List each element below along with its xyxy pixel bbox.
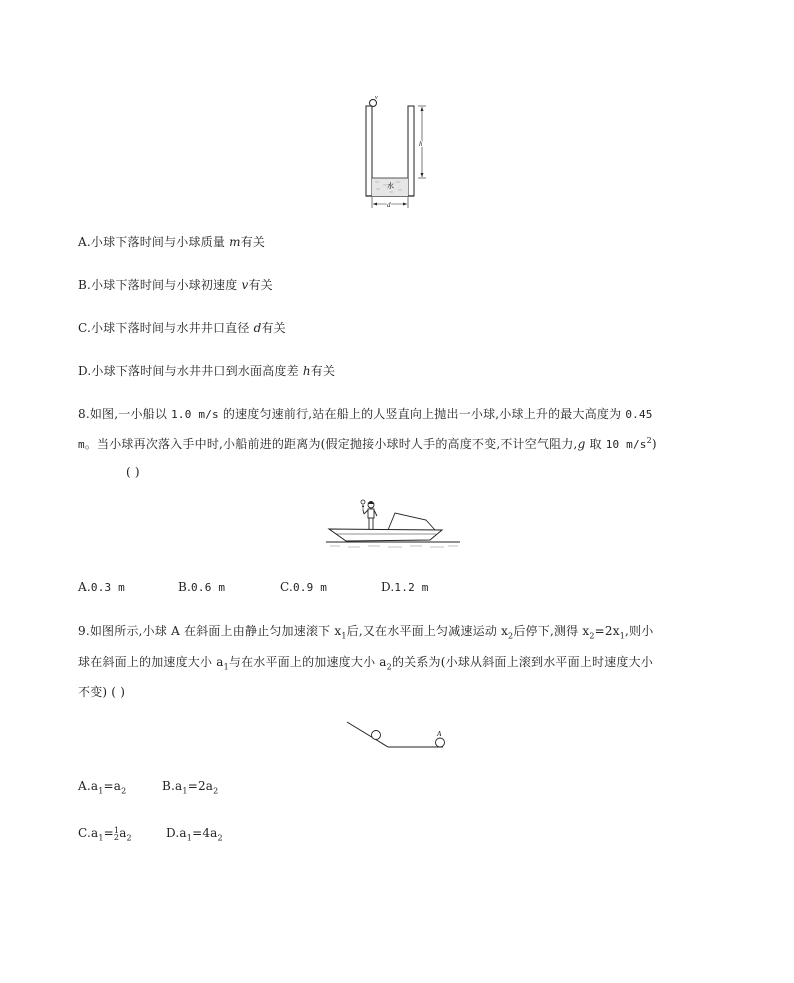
stem-text: 球在斜面上的加速度大小 a [78, 655, 224, 669]
option-variable: h [302, 364, 311, 378]
water-label: 水 [387, 182, 394, 190]
stem-text: 后,又在水平面上匀减速运动 x [346, 624, 509, 638]
q7-option-a [78, 233, 265, 250]
q9-stem-line-2 [78, 653, 653, 671]
q9-option-a [78, 779, 126, 795]
subscript: 2 [121, 786, 127, 796]
subscript: 2 [508, 631, 514, 641]
stem-text: 。当小球再次落入手中时,小船前进的距离为(假定抛接小球时人手的高度不变,不计空气阻力, [84, 437, 578, 451]
stem-text: =2x [594, 624, 620, 638]
person-figure [363, 502, 377, 531]
fraction-numerator: 1 [113, 825, 120, 835]
option-key: A. [78, 580, 91, 594]
option-key: B. [78, 278, 92, 292]
ball-on-incline [372, 731, 381, 740]
g-variable: g [577, 437, 586, 451]
subscript: 1 [98, 833, 104, 843]
boat-hull [329, 529, 442, 541]
stem-text: ,则小 [625, 624, 654, 638]
stem-text: 的关系为(小球从斜面上滚到水平面上时速度大小 [391, 655, 654, 669]
option-text: 小球下落时间与水井井口直径 [90, 321, 254, 335]
option-key: C. [78, 826, 91, 840]
well-figure [360, 94, 436, 212]
option-key: B. [162, 779, 176, 793]
q8-stem-line-2 [78, 435, 657, 452]
subscript: 1 [186, 833, 193, 843]
subscript: 1 [341, 631, 347, 641]
option-text: a [175, 779, 183, 793]
ball-on-flat [436, 738, 445, 747]
stem-text: 9.如图所示,小球 A 在斜面上由静止匀加速滚下 x [78, 624, 342, 638]
fraction-denominator: 2 [113, 832, 120, 842]
q8-answer-paren: ( ) [126, 465, 140, 479]
subscript: 1 [619, 631, 625, 641]
d-label: d [387, 201, 391, 209]
option-text: = [103, 826, 114, 840]
option-text: a [90, 779, 99, 793]
subscript: 2 [589, 631, 595, 641]
stem-text: 与在水平面上的加速度大小 a [228, 655, 387, 669]
option-text: 有关 [240, 235, 266, 249]
option-text: 小球下落时间与水井井口到水面高度差 [91, 364, 303, 378]
q9-stem-line-3: 不变) ( ) [78, 685, 126, 699]
option-key: A. [78, 235, 91, 249]
option-key: D. [381, 580, 395, 594]
incline-surface [347, 722, 443, 747]
option-key: D. [166, 826, 180, 840]
option-text: 有关 [310, 364, 336, 378]
option-value: 0.9 m [292, 581, 328, 594]
stem-text: 8.如图,一小船以 [78, 407, 172, 421]
stem-text: 取 [585, 437, 606, 451]
subscript: 1 [182, 786, 188, 796]
option-text: a [179, 826, 187, 840]
option-text: =2a [187, 779, 214, 793]
right-wall [408, 106, 414, 196]
q7-option-c [78, 319, 286, 336]
q7-option-b [78, 276, 273, 293]
g-value: 10 m/s [605, 438, 647, 451]
stem-text: 的速度匀速前行,站在船上的人竖直向上抛出一小球,小球上升的最大高度为 [218, 407, 626, 421]
height-value: 0.45 [625, 408, 653, 421]
q8-stem-line-1 [78, 405, 653, 422]
speed-value: 1.0 m/s [171, 408, 219, 421]
q9-stem-line-1 [78, 622, 653, 640]
option-text: 小球下落时间与小球质量 [90, 235, 230, 249]
boat-figure [326, 495, 462, 553]
subscript: 1 [98, 786, 104, 796]
incline-figure [340, 718, 448, 754]
option-key: A. [78, 779, 91, 793]
subscript: 2 [126, 833, 132, 843]
left-wall [366, 106, 372, 196]
q8-option-d [381, 580, 429, 594]
boat-cabin [388, 513, 435, 530]
option-variable: v [241, 278, 249, 292]
g-exponent: 2 [646, 436, 652, 445]
h-label: h [419, 140, 423, 148]
ball-shape [361, 500, 365, 504]
subscript: 2 [217, 833, 223, 843]
stem-text: ) [651, 437, 657, 451]
option-variable: d [253, 321, 262, 335]
v-label: v [375, 95, 378, 101]
subscript: 1 [223, 662, 229, 672]
option-variable: m [229, 235, 241, 249]
subscript: 2 [213, 786, 219, 796]
unit-text: m [78, 438, 85, 451]
q9-option-d [166, 826, 223, 842]
q9-option-b [162, 779, 218, 795]
q8-option-a [78, 580, 125, 594]
q8-option-b [178, 580, 225, 594]
subscript: 2 [386, 662, 392, 672]
option-text: 小球下落时间与小球初速度 [91, 278, 242, 292]
option-text: =4a [192, 826, 218, 840]
q8-option-c [280, 580, 327, 594]
option-text: 有关 [261, 321, 286, 335]
option-text: a [90, 826, 99, 840]
option-text: a [119, 826, 127, 840]
option-key: C. [280, 580, 293, 594]
stem-text: 后停下,测得 x [513, 624, 590, 638]
option-key: D. [78, 364, 92, 378]
option-value: 1.2 m [394, 581, 429, 594]
option-value: 0.3 m [90, 581, 126, 594]
ball-a-label: A [437, 730, 442, 738]
option-text: =a [103, 779, 122, 793]
option-key: B. [178, 580, 192, 594]
q9-option-c [78, 826, 132, 842]
option-value: 0.6 m [191, 581, 226, 594]
option-text: 有关 [248, 278, 273, 292]
q7-option-d [78, 362, 335, 379]
option-key: C. [78, 321, 91, 335]
